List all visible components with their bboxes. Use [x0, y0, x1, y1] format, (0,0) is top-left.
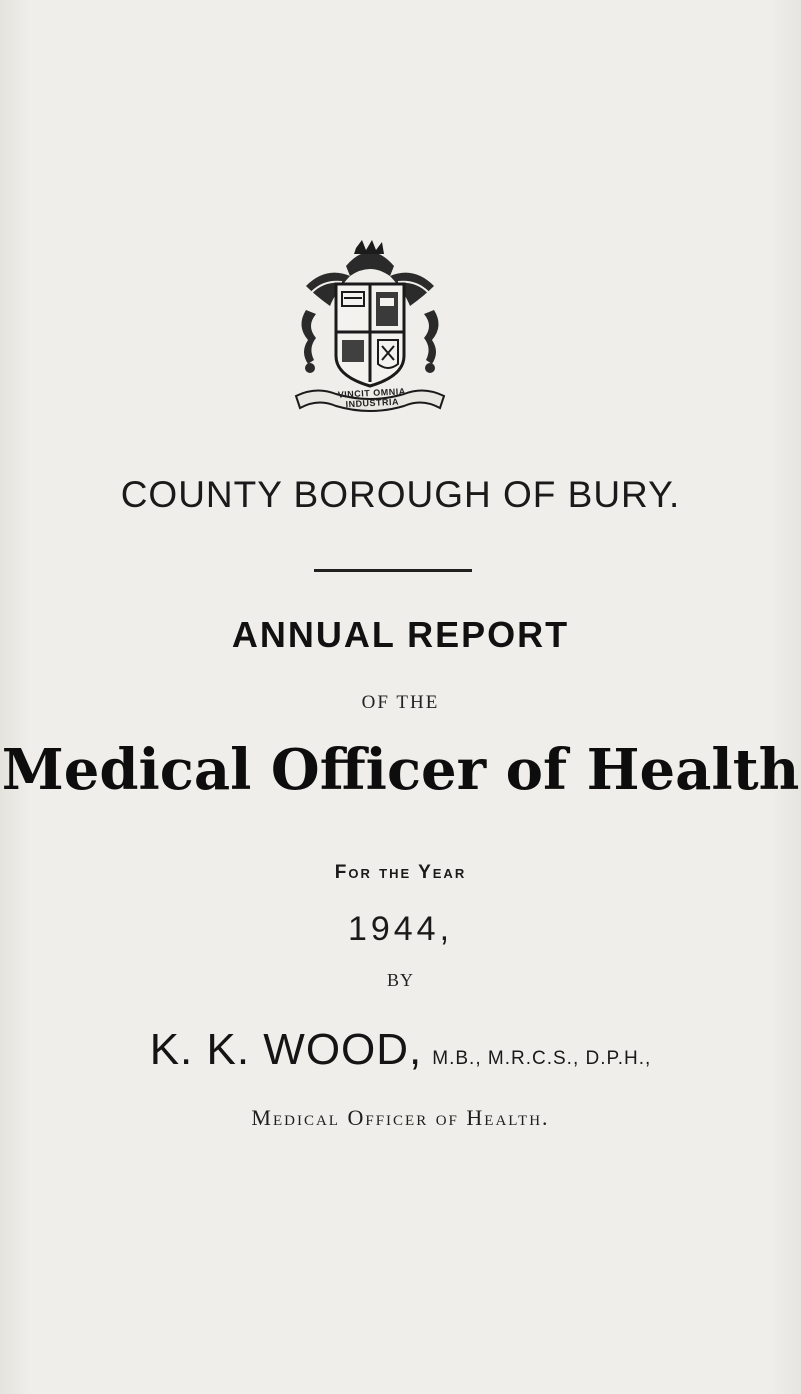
- author-line: [0, 1025, 801, 1075]
- report-year: 1944,: [347, 910, 454, 948]
- report-title: ANNUAL REPORT: [231, 614, 570, 655]
- author-qualifications: M.B., M.R.C.S., D.P.H.,: [432, 1048, 652, 1069]
- crest-motto: VINCIT OMNIA INDUSTRIA: [337, 386, 406, 410]
- divider-rule: [314, 569, 472, 572]
- for-the-year-label: For the Year: [334, 862, 467, 883]
- county-heading: COUNTY BOROUGH OF BURY.: [120, 474, 681, 515]
- of-the-label: OF THE: [361, 692, 440, 713]
- office-title: Medical Officer of Health: [1, 737, 800, 803]
- author-name: K. K. WOOD,: [149, 1025, 423, 1074]
- author-role: Medical Officer of Health.: [251, 1105, 550, 1130]
- by-label: BY: [386, 970, 414, 990]
